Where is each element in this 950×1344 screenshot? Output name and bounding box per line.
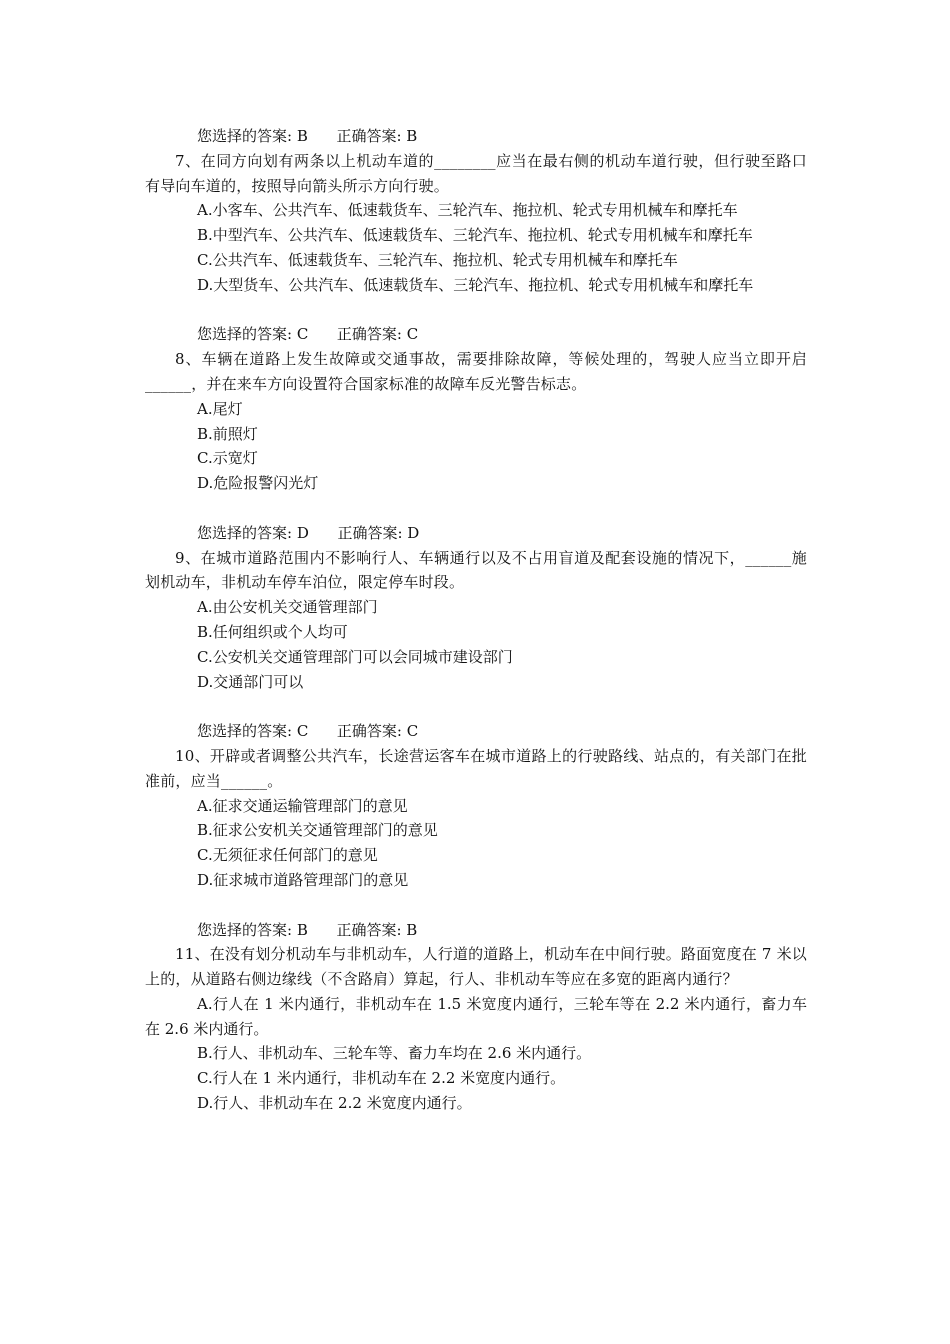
option-11d: D.行人、非机动车在 2.2 米宽度内通行。 xyxy=(197,1094,472,1113)
spacer xyxy=(145,298,807,323)
spacer xyxy=(145,893,807,918)
question-11: 11、在没有划分机动车与非机动车，人行道的道路上，机动车在中间行驶。路面宽度在 7 米以上的，从道路右侧边缘线（不含路肩）算起，行人、非机动车等应在多宽的距离内通行？ xyxy=(145,945,807,989)
spacer xyxy=(145,694,807,719)
question-7: 7、在同方向划有两条以上机动车道的________应当在最右侧的机动车道行驶，但行驶至路口有导向车道的，按照导向箭头所示方向行驶。 xyxy=(145,151,807,195)
option-8a: A.尾灯 xyxy=(197,399,243,418)
answer-line: 您选择的答案: B 正确答案: B xyxy=(197,127,418,145)
option-11c: C.行人在 1 米内通行，非机动车在 2.2 米宽度内通行。 xyxy=(197,1069,566,1088)
document-page xyxy=(145,124,807,1116)
option-10a: A.征求交通运输管理部门的意见 xyxy=(197,796,408,815)
option-9d: D.交通部门可以 xyxy=(197,672,304,691)
option-10b: B.征求公安机关交通管理部门的意见 xyxy=(197,821,438,840)
option-8c: C.示宽灯 xyxy=(197,449,258,468)
question-8: 8、车辆在道路上发生故障或交通事故，需要排除故障，等候处理的，驾驶人应当立即开启______，并在来车方向设置符合国家标准的故障车反光警告标志。 xyxy=(145,350,807,393)
option-11a: A.行人在 1 米内通行，非机动车在 1.5 米宽度内通行，三轮车等在 2.2 米内通行，畜力车在 2.6 米内通行。 xyxy=(145,994,807,1038)
option-8b: B.前照灯 xyxy=(197,424,258,443)
option-9c: C.公安机关交通管理部门可以会同城市建设部门 xyxy=(197,647,513,666)
answer-line-9: 您选择的答案: C 正确答案: C xyxy=(197,722,419,741)
option-10c: C.无须征求任何部门的意见 xyxy=(197,846,378,865)
answer-line-8: 您选择的答案: D 正确答案: D xyxy=(197,523,420,542)
option-9a: A.由公安机关交通管理部门 xyxy=(197,598,378,617)
option-7a: A.小客车、公共汽车、低速载货车、三轮汽车、拖拉机、轮式专用机械车和摩托车 xyxy=(197,201,738,220)
option-9b: B.任何组织或个人均可 xyxy=(197,622,348,641)
question-10: 10、开辟或者调整公共汽车，长途营运客车在城市道路上的行驶路线、站点的，有关部门在批准前，应当______。 xyxy=(145,746,807,790)
option-7b: B.中型汽车、公共汽车、低速载货车、三轮汽车、拖拉机、轮式专用机械车和摩托车 xyxy=(197,226,753,245)
answer-line-7: 您选择的答案: C 正确答案: C xyxy=(197,325,419,344)
spacer xyxy=(145,496,807,521)
option-11b: B.行人、非机动车、三轮车等、畜力车均在 2.6 米内通行。 xyxy=(197,1044,592,1063)
question-9: 9、在城市道路范围内不影响行人、车辆通行以及不占用盲道及配套设施的情况下，______施划机动车，非机动车停车泊位，限定停车时段。 xyxy=(145,548,807,592)
answer-line-10: 您选择的答案: B 正确答案: B xyxy=(197,920,418,939)
option-8d: D.危险报警闪光灯 xyxy=(197,474,319,493)
option-10d: D.征求城市道路管理部门的意见 xyxy=(197,870,409,889)
option-7d: D.大型货车、公共汽车、低速载货车、三轮汽车、拖拉机、轮式专用机械车和摩托车 xyxy=(197,275,754,294)
option-7c: C.公共汽车、低速载货车、三轮汽车、拖拉机、轮式专用机械车和摩托车 xyxy=(197,250,678,269)
